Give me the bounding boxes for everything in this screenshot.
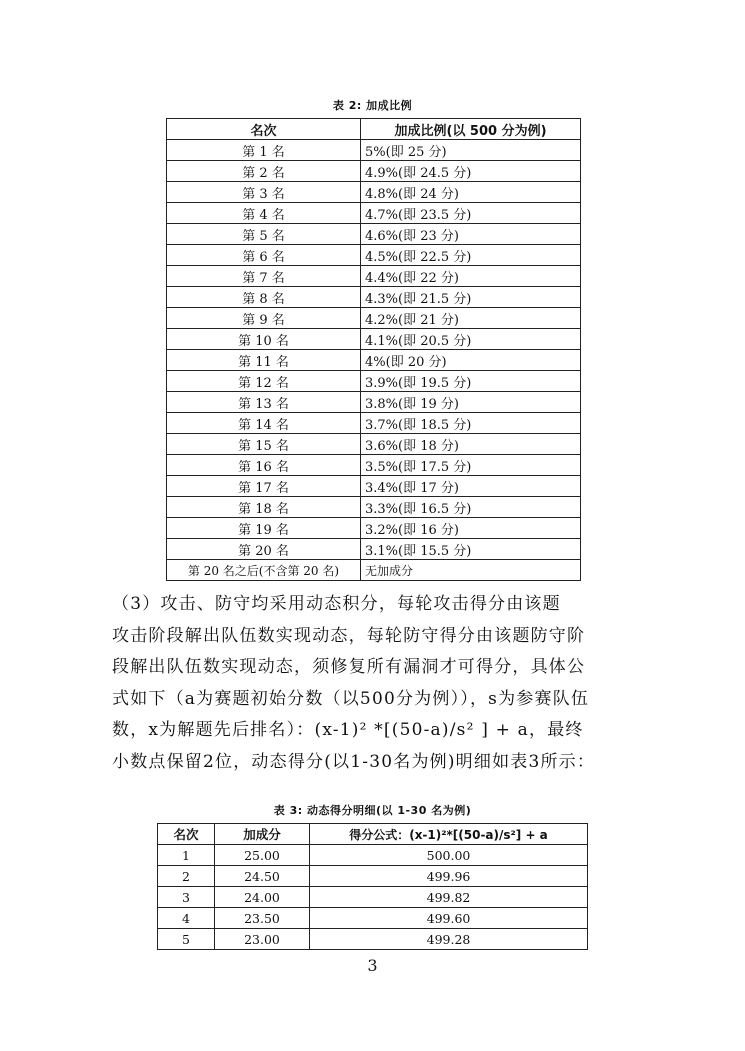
rank-cell: 第 18 名 (167, 497, 361, 518)
rank-cell: 3 (158, 887, 215, 908)
rank-cell: 第 19 名 (167, 518, 361, 539)
table-row (158, 866, 588, 887)
table-row (167, 182, 581, 203)
ratio-cell: 4.3%(即 21.5 分) (361, 287, 581, 308)
table-row (158, 887, 588, 908)
table-row (167, 308, 581, 329)
bonus-cell: 24.00 (215, 887, 310, 908)
rank-cell: 2 (158, 866, 215, 887)
rank-cell: 第 10 名 (167, 329, 361, 350)
table-row (167, 497, 581, 518)
table-row (167, 518, 581, 539)
ratio-cell: 无加成分 (361, 560, 581, 581)
ratio-cell: 3.8%(即 19 分) (361, 392, 581, 413)
score-cell: 499.60 (310, 908, 588, 929)
ratio-cell: 3.6%(即 18 分) (361, 434, 581, 455)
page-number: 3 (367, 956, 378, 975)
rank-cell: 第 7 名 (167, 266, 361, 287)
rank-cell: 第 14 名 (167, 413, 361, 434)
ratio-cell: 4%(即 20 分) (361, 350, 581, 371)
score-cell: 500.00 (310, 845, 588, 866)
table-row (167, 539, 581, 560)
paragraph-line: 数，x为解题先后排名）：(x-1)² *[(50-a)/s² ] + a，最终 (112, 720, 584, 740)
table-row (167, 329, 581, 350)
rank-cell: 第 5 名 (167, 224, 361, 245)
ratio-cell: 4.4%(即 22 分) (361, 266, 581, 287)
table-row (158, 908, 588, 929)
ratio-cell: 4.7%(即 23.5 分) (361, 203, 581, 224)
paragraph-line: （3）攻击、防守均采用动态积分，每轮攻击得分由该题 (112, 594, 561, 614)
column-header: 加成分 (215, 824, 310, 845)
table-row (167, 350, 581, 371)
rank-cell: 第 15 名 (167, 434, 361, 455)
rank-cell: 第 12 名 (167, 371, 361, 392)
ratio-cell: 4.6%(即 23 分) (361, 224, 581, 245)
table-row (158, 845, 588, 866)
rank-cell: 第 3 名 (167, 182, 361, 203)
scoring-paragraph (112, 589, 644, 778)
bonus-cell: 23.00 (215, 929, 310, 950)
rank-cell: 第 4 名 (167, 203, 361, 224)
table-row (167, 287, 581, 308)
table-row (167, 434, 581, 455)
table3-caption: 表 3: 动态得分明细(以 1-30 名为例) (273, 804, 472, 817)
rank-cell: 1 (158, 845, 215, 866)
column-header: 名次 (158, 824, 215, 845)
table-row (167, 413, 581, 434)
rank-cell: 第 16 名 (167, 455, 361, 476)
bonus-ratio-table (166, 118, 581, 581)
table-header-row (158, 824, 588, 845)
column-header: 名次 (167, 119, 361, 140)
paragraph-line: 段解出队伍数实现动态，须修复所有漏洞才可得分，具体公 (112, 657, 586, 677)
rank-cell: 第 9 名 (167, 308, 361, 329)
dynamic-score-table (157, 823, 588, 950)
rank-cell: 第 20 名 (167, 539, 361, 560)
table2-caption: 表 2: 加成比例 (332, 99, 413, 112)
table-row (167, 224, 581, 245)
rank-cell: 第 20 名之后(不含第 20 名) (167, 560, 361, 581)
paragraph-line: 小数点保留2位，动态得分(以1-30名为例)明细如表3所示： (112, 751, 596, 772)
table-header-row (167, 119, 581, 140)
table-row (158, 929, 588, 950)
rank-cell: 5 (158, 929, 215, 950)
table-row (167, 140, 581, 161)
bonus-cell: 23.50 (215, 908, 310, 929)
table-row (167, 392, 581, 413)
ratio-cell: 3.7%(即 18.5 分) (361, 413, 581, 434)
paragraph-line: 式如下（a为赛题初始分数（以500分为例）），s为参赛队伍 (112, 688, 590, 709)
rank-cell: 第 13 名 (167, 392, 361, 413)
table-row (167, 476, 581, 497)
rank-cell: 第 8 名 (167, 287, 361, 308)
rank-cell: 第 6 名 (167, 245, 361, 266)
ratio-cell: 4.8%(即 24 分) (361, 182, 581, 203)
ratio-cell: 3.2%(即 16 分) (361, 518, 581, 539)
rank-cell: 第 11 名 (167, 350, 361, 371)
ratio-cell: 3.5%(即 17.5 分) (361, 455, 581, 476)
rank-cell: 第 2 名 (167, 161, 361, 182)
bonus-cell: 25.00 (215, 845, 310, 866)
ratio-cell: 4.1%(即 20.5 分) (361, 329, 581, 350)
ratio-cell: 3.3%(即 16.5 分) (361, 497, 581, 518)
column-header: 加成比例(以 500 分为例) (361, 119, 581, 140)
table-row (167, 266, 581, 287)
table-row (167, 560, 581, 581)
rank-cell: 4 (158, 908, 215, 929)
score-cell: 499.82 (310, 887, 588, 908)
ratio-cell: 4.5%(即 22.5 分) (361, 245, 581, 266)
ratio-cell: 5%(即 25 分) (361, 140, 581, 161)
rank-cell: 第 17 名 (167, 476, 361, 497)
table-row (167, 245, 581, 266)
table-row (167, 203, 581, 224)
table-row (167, 161, 581, 182)
ratio-cell: 3.4%(即 17 分) (361, 476, 581, 497)
ratio-cell: 4.9%(即 24.5 分) (361, 161, 581, 182)
score-cell: 499.28 (310, 929, 588, 950)
table-row (167, 455, 581, 476)
ratio-cell: 3.9%(即 19.5 分) (361, 371, 581, 392)
column-header: 得分公式：(x-1)²*[(50-a)/s²] + a (310, 824, 588, 845)
table-row (167, 371, 581, 392)
ratio-cell: 4.2%(即 21 分) (361, 308, 581, 329)
score-cell: 499.96 (310, 866, 588, 887)
ratio-cell: 3.1%(即 15.5 分) (361, 539, 581, 560)
paragraph-line: 攻击阶段解出队伍数实现动态，每轮防守得分由该题防守阶 (112, 625, 586, 646)
rank-cell: 第 1 名 (167, 140, 361, 161)
bonus-cell: 24.50 (215, 866, 310, 887)
